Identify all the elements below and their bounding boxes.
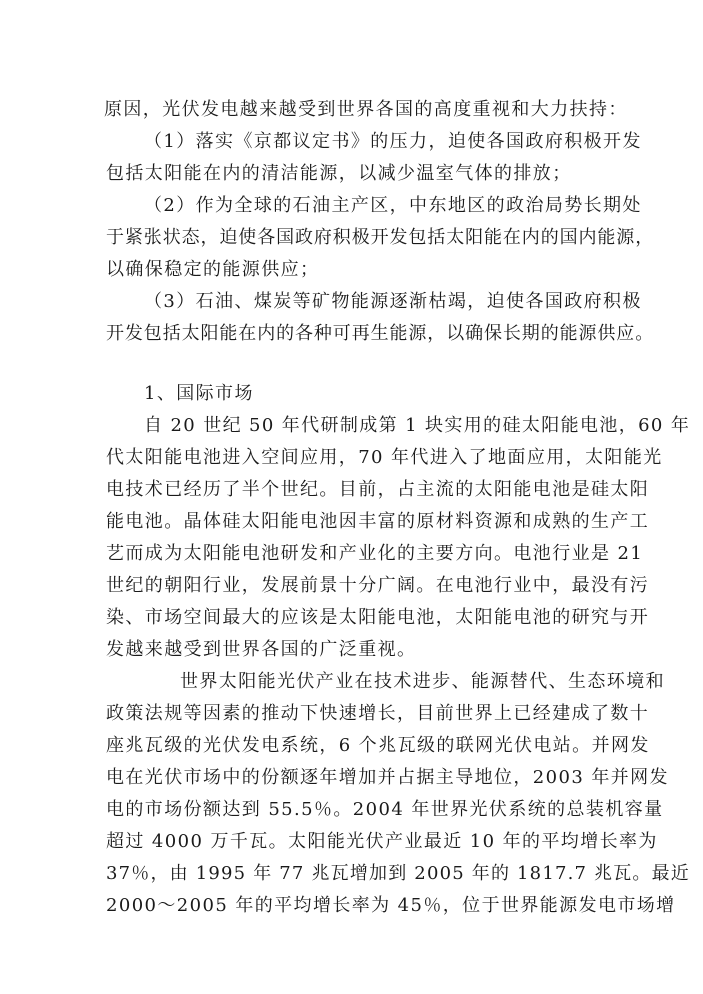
text-line: 染、市场空间最大的应该是太阳能电池，太阳能电池的研究与开 xyxy=(106,607,650,628)
text-line: （3）石油、煤炭等矿物能源逐渐枯竭，迫使各国政府积极 xyxy=(144,291,642,312)
text-line: 座兆瓦级的光伏发电系统，6 个兆瓦级的联网光伏电站。并网发 xyxy=(106,735,650,756)
text-line: 2000～2005 年的平均增长率为 45％，位于世界能源发电市场增 xyxy=(106,895,676,916)
text-line: （1）落实《京都议定书》的压力，迫使各国政府积极开发 xyxy=(144,131,642,152)
text-line: 原因，光伏发电越来越受到世界各国的高度重视和大力扶持： xyxy=(104,99,628,120)
text-line: 超过 4000 万千瓦。太阳能光伏产业最近 10 年的平均增长率为 xyxy=(106,831,658,852)
text-line: 能电池。晶体硅太阳能电池因丰富的原材料资源和成熟的生产工 xyxy=(106,511,650,532)
text-line: 包括太阳能在内的清洁能源，以减少温室气体的排放； xyxy=(106,163,572,184)
text-line: 37％，由 1995 年 77 兆瓦增加到 2005 年的 1817.7 兆瓦。最近 xyxy=(106,863,690,884)
text-line: 自 20 世纪 50 年代研制成第 1 块实用的硅太阳能电池，60 年 xyxy=(144,415,691,436)
text-line: 电的市场份额达到 55.5％。2004 年世界光伏系统的总装机容量 xyxy=(106,799,664,820)
text-line: 开发包括太阳能在内的各种可再生能源，以确保长期的能源供应。 xyxy=(106,323,655,344)
text-line: 世界太阳能光伏产业在技术进步、能源替代、生态环境和 xyxy=(180,671,665,692)
text-line: 政策法规等因素的推动下快速增长，目前世界上已经建成了数十 xyxy=(106,703,650,724)
text-line: 电在光伏市场中的份额逐年增加并占据主导地位，2003 年并网发 xyxy=(106,767,669,788)
text-line: 于紧张状态，迫使各国政府积极开发包括太阳能在内的国内能源， xyxy=(106,227,655,248)
text-line: 以确保稳定的能源供应； xyxy=(106,259,320,280)
text-line: （2）作为全球的石油主产区，中东地区的政治局势长期处 xyxy=(144,195,642,216)
text-line: 电技术已经历了半个世纪。目前，占主流的太阳能电池是硅太阳 xyxy=(106,479,650,500)
text-line: 发越来越受到世界各国的广泛重视。 xyxy=(106,639,417,660)
text-line: 艺而成为太阳能电池研发和产业化的主要方向。电池行业是 21 xyxy=(106,543,644,564)
text-line: 世纪的朝阳行业，发展前景十分广阔。在电池行业中，最没有污 xyxy=(106,575,650,596)
text-line: 代太阳能电池进入空间应用，70 年代进入了地面应用，太阳能光 xyxy=(106,447,663,468)
section-heading: 1、国际市场 xyxy=(144,383,254,404)
